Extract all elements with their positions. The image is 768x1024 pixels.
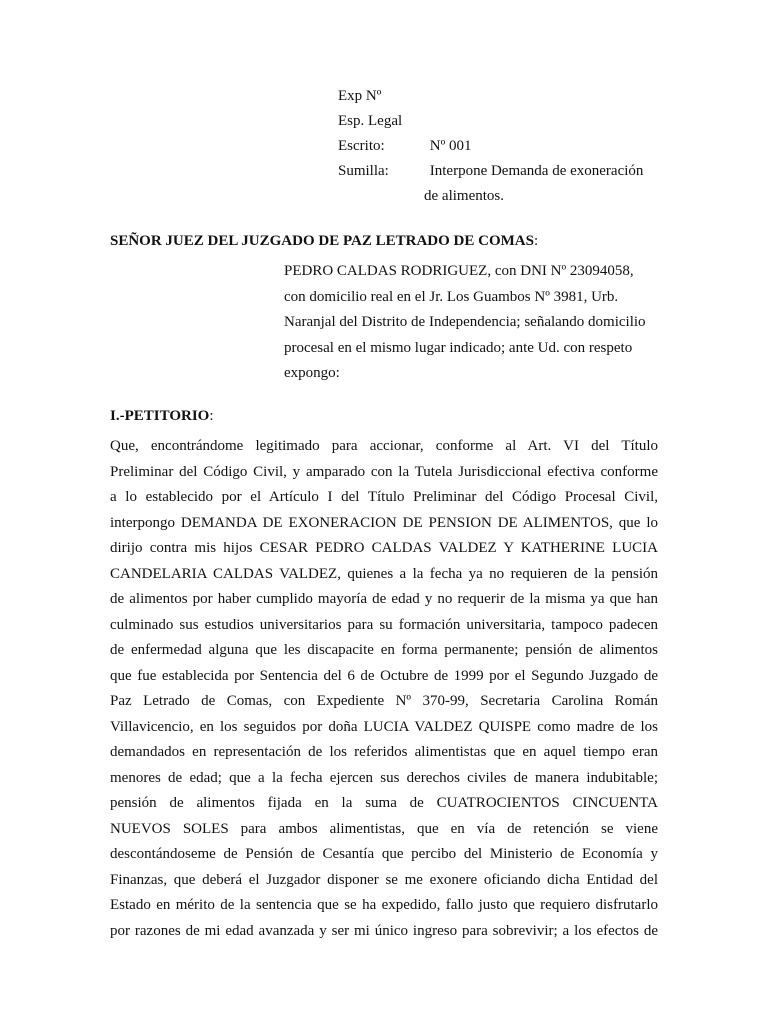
body-line: CANDELARIA CALDAS VALDEZ, quienes a la fecha ya no requieren de la pensión — [110, 565, 658, 582]
body-line: a lo establecido por el Artículo I del Título Preliminar del Código Procesal Civil, — [110, 489, 658, 505]
case-header — [338, 84, 678, 209]
petitorio-heading-colon: : — [209, 408, 214, 424]
intro-line: procesal en el mismo lugar indicado; ante Ud. con respeto — [284, 339, 633, 356]
body-line: Preliminar del Código Civil, y amparado con la Tutela Jurisdiccional efectiva conforme — [110, 463, 658, 480]
petitorio-heading — [110, 408, 214, 425]
body-line: menores de edad; que a la fecha ejercen sus derechos civiles de manera indubitable; — [110, 769, 658, 786]
body-line: Finanzas, que deberá el Juzgador disponer se me exonere oficiando dicha Entidad del — [110, 871, 658, 888]
body-line: que fue establecida por Sentencia del 6 de Octubre de 1999 por el Segundo Juzgado de — [110, 667, 658, 684]
addressee-colon: : — [533, 233, 539, 249]
addressee-line — [110, 233, 538, 250]
body-line: descontándoseme de Pensión de Cesantía que percibo del Ministerio de Economía y — [110, 846, 658, 862]
body-line: Estado en mérito de la sentencia que se ha expedido, fallo justo que requiero disfrutarlo — [110, 897, 658, 913]
escrito-label: Escrito: — [338, 138, 385, 154]
escrito-row — [338, 134, 678, 159]
sumilla-label: Sumilla: — [338, 163, 389, 179]
sumilla-row — [338, 159, 678, 184]
intro-line: Naranjal del Distrito de Independencia; señalando domicilio — [284, 314, 646, 330]
body-line: de alimentos por haber cumplido mayoría de edad y no requerir de la misma ya que han — [110, 591, 658, 607]
body-line: por razones de mi edad avanzada y ser mi único ingreso para sobrevivir; a los efectos de — [110, 922, 658, 939]
intro-line: con domicilio real en el Jr. Los Guambos Nº 3981, Urb. — [284, 288, 619, 305]
addressee-text: SEÑOR JUEZ DEL JUZGADO DE PAZ LETRADO DE COMAS — [110, 233, 534, 249]
esp-legal-label: Esp. Legal — [338, 113, 403, 129]
intro-line: PEDRO CALDAS RODRIGUEZ, con DNI Nº 23094058, — [284, 263, 634, 279]
esp-legal-row — [338, 109, 678, 134]
exp-label: Exp Nº — [338, 88, 382, 104]
escrito-value: Nº 001 — [429, 138, 472, 154]
body-line: Que, encontrándome legitimado para accionar, conforme al Art. VI del Título — [110, 438, 658, 454]
sumilla-value-continued: de alimentos. — [424, 188, 504, 204]
body-line: dirijo contra mis hijos CESAR PEDRO CALDAS VALDEZ Y KATHERINE LUCIA — [110, 540, 658, 556]
petitorio-heading-text: I.-PETITORIO — [110, 408, 210, 424]
body-line: demandados en representación de los referidos alimentistas que en aquel tiempo eran — [110, 744, 658, 760]
body-line: Paz Letrado de Comas, con Expediente Nº 370-99, Secretaria Carolina Román — [110, 693, 658, 709]
body-line: Villavicencio, en los seguidos por doña LUCIA VALDEZ QUISPE como madre de los — [110, 718, 658, 735]
body-line: pensión de alimentos fijada en la suma de CUATROCIENTOS CINCUENTA — [110, 795, 658, 811]
petitorio-body — [110, 434, 658, 944]
body-line: de enfermedad alguna que les discapacite en forma permanente; pensión de alimentos — [110, 642, 658, 658]
body-line: NUEVOS SOLES para ambos alimentistas, que en vía de retención se viene — [110, 820, 658, 837]
plaintiff-introduction — [284, 259, 664, 387]
body-line: culminado sus estudios universitarios para su formación universitaria, tampoco padecen — [110, 616, 658, 633]
body-line: interpongo DEMANDA DE EXONERACION DE PENSION DE ALIMENTOS, que lo — [110, 514, 658, 531]
intro-line: expongo: — [284, 365, 340, 381]
exp-row — [338, 84, 678, 109]
sumilla-value: Interpone Demanda de exoneración — [429, 163, 644, 179]
